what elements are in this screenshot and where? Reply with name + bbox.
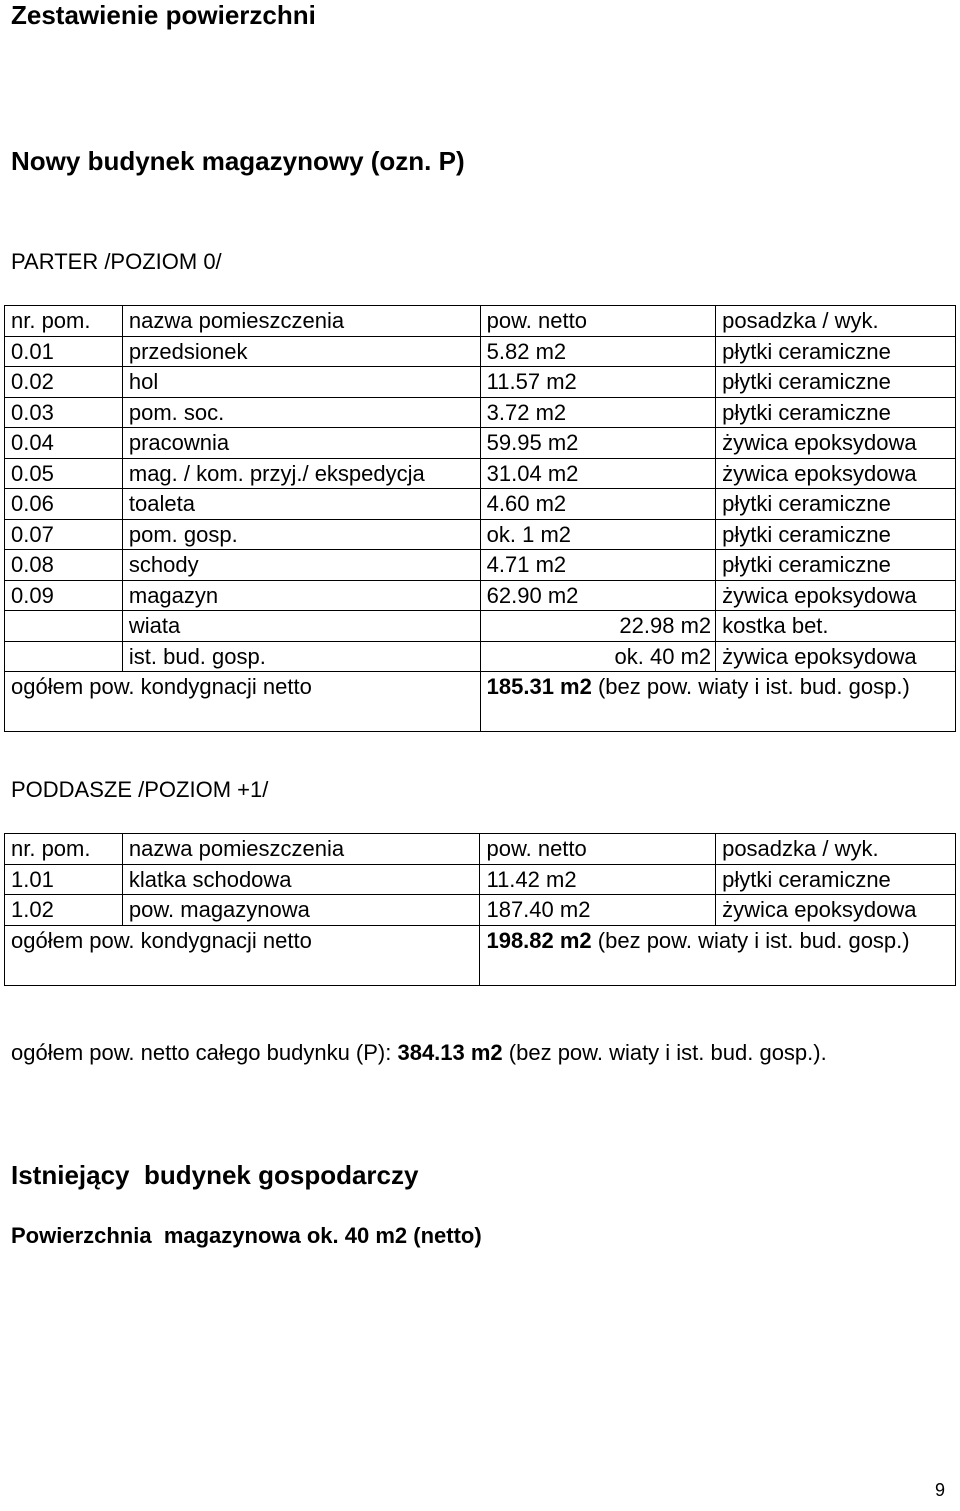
existing-building-title: Istniejący budynek gospodarczy — [11, 1160, 419, 1190]
total-cell — [480, 925, 956, 985]
level0-heading: PARTER /POZIOM 0/ — [11, 249, 222, 274]
room-area: 11.57 m2 — [480, 367, 715, 398]
room-floor: płytki ceramiczne — [716, 550, 956, 581]
room-name: toaleta — [122, 489, 480, 520]
page-number: 9 — [935, 1480, 946, 1500]
total-cell — [480, 672, 955, 732]
room-name: pom. gosp. — [122, 519, 480, 550]
table-row-extra — [5, 611, 956, 642]
room-number: 0.04 — [5, 428, 123, 459]
table-row — [5, 458, 956, 489]
room-floor: żywica epoksydowa — [716, 641, 956, 672]
table-row — [5, 336, 956, 367]
table-row — [5, 550, 956, 581]
level0-table — [4, 305, 956, 732]
table-row-extra — [5, 641, 956, 672]
level1-heading: PODDASZE /POZIOM +1/ — [11, 777, 269, 802]
room-area: 11.42 m2 — [480, 864, 716, 895]
header-cell: nazwa pomieszczenia — [122, 834, 480, 865]
table-row — [5, 489, 956, 520]
table-header-row — [5, 306, 956, 337]
room-number: 0.09 — [5, 580, 123, 611]
room-area: 4.71 m2 — [480, 550, 715, 581]
room-floor: kostka bet. — [716, 611, 956, 642]
room-name: mag. / kom. przyj./ ekspedycja — [122, 458, 480, 489]
level1-table — [4, 833, 956, 986]
room-floor: płytki ceramiczne — [716, 367, 956, 398]
existing-building-subtitle: Powierzchnia magazynowa ok. 40 m2 (netto) — [11, 1223, 482, 1248]
room-name: wiata — [122, 611, 480, 642]
table-row — [5, 519, 956, 550]
room-area: ok. 40 m2 — [480, 641, 715, 672]
room-name: klatka schodowa — [122, 864, 480, 895]
room-floor: żywica epoksydowa — [716, 580, 956, 611]
room-name: ist. bud. gosp. — [122, 641, 480, 672]
room-floor: żywica epoksydowa — [716, 458, 956, 489]
header-cell: posadzka / wyk. — [716, 306, 956, 337]
room-number: 0.05 — [5, 458, 123, 489]
room-area: 3.72 m2 — [480, 397, 715, 428]
room-area: 5.82 m2 — [480, 336, 715, 367]
header-cell: posadzka / wyk. — [716, 834, 956, 865]
header-cell: nazwa pomieszczenia — [122, 306, 480, 337]
room-number: 0.01 — [5, 336, 123, 367]
room-area: 4.60 m2 — [480, 489, 715, 520]
table-row — [5, 580, 956, 611]
room-name: hol — [122, 367, 480, 398]
room-area: ok. 1 m2 — [480, 519, 715, 550]
total-note: (bez pow. wiaty i ist. bud. gosp.) — [591, 674, 910, 699]
table-row — [5, 895, 956, 926]
room-floor: płytki ceramiczne — [716, 864, 956, 895]
room-floor: płytki ceramiczne — [716, 336, 956, 367]
room-area: 31.04 m2 — [480, 458, 715, 489]
header-cell: pow. netto — [480, 834, 716, 865]
room-name: pow. magazynowa — [122, 895, 480, 926]
building-summary — [11, 1038, 827, 1068]
total-row — [5, 925, 956, 985]
table-row — [5, 428, 956, 459]
room-name: schody — [122, 550, 480, 581]
room-area: 22.98 m2 — [480, 611, 715, 642]
room-name: pracownia — [122, 428, 480, 459]
table-row — [5, 864, 956, 895]
total-label: ogółem pow. kondygnacji netto — [5, 672, 481, 732]
room-number: 0.08 — [5, 550, 123, 581]
page-title: Zestawienie powierzchni — [11, 0, 316, 30]
room-number: 0.06 — [5, 489, 123, 520]
room-area: 187.40 m2 — [480, 895, 716, 926]
header-cell: pow. netto — [480, 306, 715, 337]
total-value: 198.82 m2 — [486, 927, 592, 953]
room-floor: żywica epoksydowa — [716, 895, 956, 926]
table-header-row — [5, 834, 956, 865]
header-cell: nr. pom. — [5, 834, 123, 865]
room-number: 1.01 — [5, 864, 123, 895]
total-row — [5, 672, 956, 732]
total-note: (bez pow. wiaty i ist. bud. gosp.) — [591, 927, 910, 953]
header-cell: nr. pom. — [5, 306, 123, 337]
room-name: magazyn — [122, 580, 480, 611]
total-label: ogółem pow. kondygnacji netto — [5, 925, 480, 985]
table-row — [5, 397, 956, 428]
summary-value: 384.13 m2 — [397, 1040, 503, 1065]
room-number: 0.03 — [5, 397, 123, 428]
room-area: 59.95 m2 — [480, 428, 715, 459]
room-number: 1.02 — [5, 895, 123, 926]
summary-suffix: (bez pow. wiaty i ist. bud. gosp.). — [502, 1040, 827, 1065]
room-number: 0.02 — [5, 367, 123, 398]
total-value: 185.31 m2 — [486, 674, 592, 699]
room-floor: żywica epoksydowa — [716, 428, 956, 459]
summary-prefix: ogółem pow. netto całego budynku (P): — [11, 1040, 398, 1065]
table-row — [5, 367, 956, 398]
room-floor: płytki ceramiczne — [716, 397, 956, 428]
room-name: przedsionek — [122, 336, 480, 367]
room-number: 0.07 — [5, 519, 123, 550]
room-floor: płytki ceramiczne — [716, 489, 956, 520]
room-name: pom. soc. — [122, 397, 480, 428]
building-title: Nowy budynek magazynowy (ozn. P) — [11, 146, 465, 176]
room-area: 62.90 m2 — [480, 580, 715, 611]
room-floor: płytki ceramiczne — [716, 519, 956, 550]
